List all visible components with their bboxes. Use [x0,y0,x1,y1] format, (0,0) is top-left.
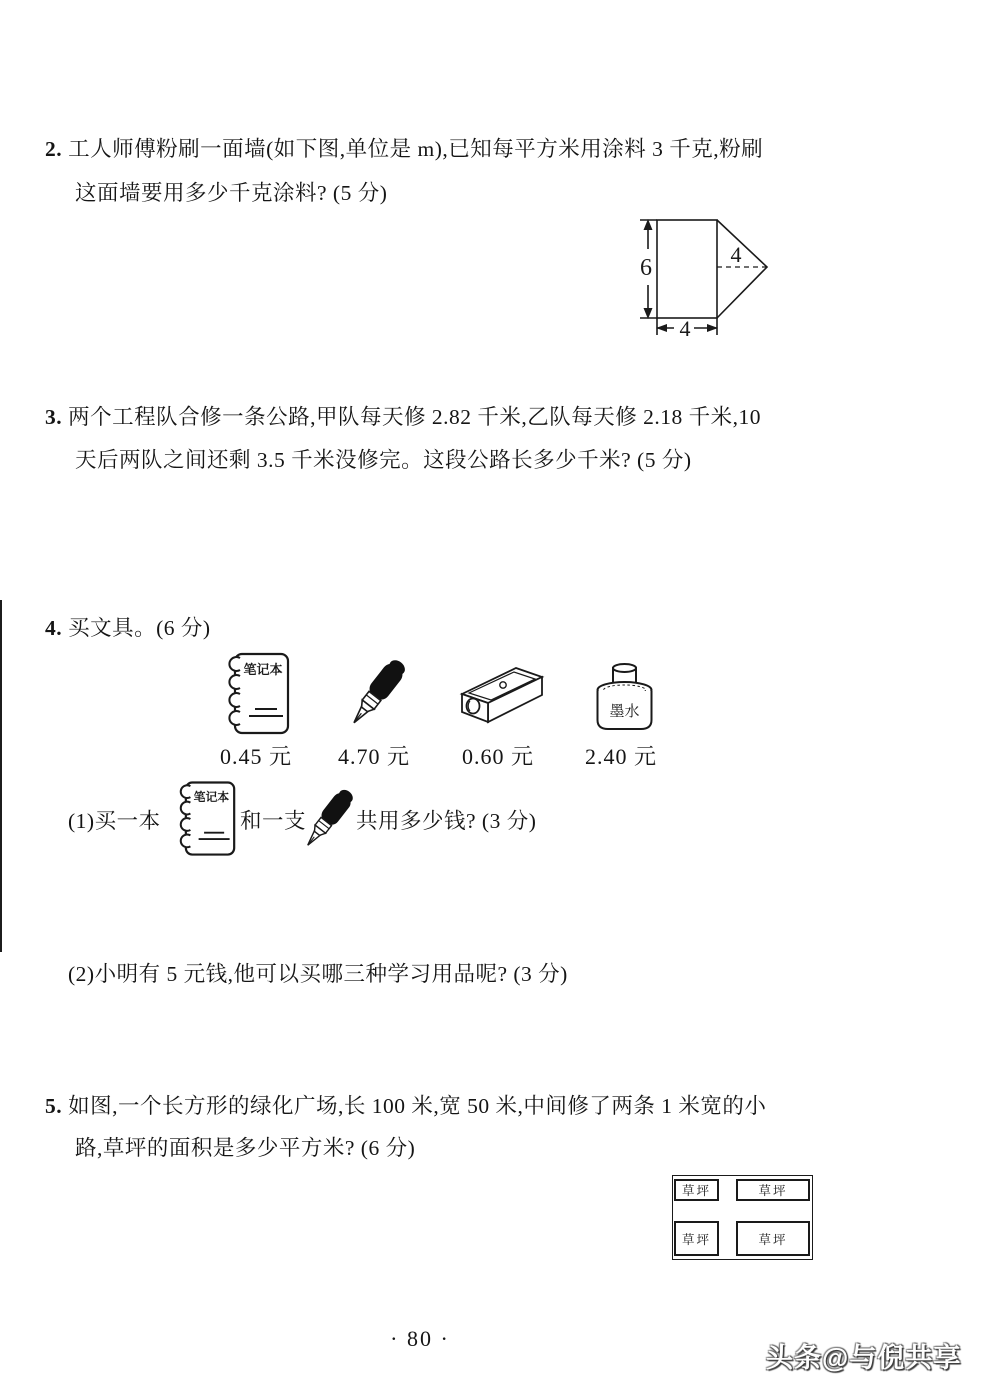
wall-diagram [612,205,792,355]
question-5-line-1 [45,1089,766,1120]
notebook-price: 0.45 元 [220,744,293,769]
triangle-depth-label: 4 [730,242,742,267]
question-2-number: 2. [45,137,63,161]
question-3-number: 3. [45,405,63,429]
watermark: 头条@与倪共享 [766,1343,962,1373]
lawn-cell-top-right: 草坪 [736,1179,810,1201]
question-2-line-1 [45,132,763,163]
question-4-line-1 [45,611,211,642]
question-5-number: 5. [45,1094,63,1118]
question-4-part2: (2)小明有 5 元钱,他可以买哪三种学习用品呢? (3 分) [68,962,568,986]
lawn-cell-bottom-left: 草坪 [674,1221,719,1256]
notebook-icon [222,652,290,736]
question-4-title: 买文具。(6 分) [68,616,211,640]
question-4-part1-suffix: 共用多少钱? (3 分) [356,809,537,833]
sharpener-icon [458,664,546,728]
question-4-part1-middle: 和一支 [240,809,307,833]
question-4-number: 4. [45,616,63,640]
question-3-text-1: 两个工程队合修一条公路,甲队每天修 2.82 千米,乙队每天修 2.18 千米,10 [68,405,762,429]
scan-artifact-line [0,600,2,952]
question-3-line-2: 天后两队之间还剩 3.5 千米没修完。这段公路长多少千米? (5 分) [75,448,692,472]
wall-rectangle [657,220,717,318]
sharpener-price: 0.60 元 [462,744,535,769]
pen-inline-icon [306,783,352,853]
question-4-part1-prefix: (1)买一本 [68,809,161,833]
wall-triangle [717,220,767,318]
question-2-line-2: 这面墙要用多少千克涂料? (5 分) [75,181,388,205]
question-5-text-1: 如图,一个长方形的绿化广场,长 100 米,宽 50 米,中间修了两条 1 米宽的小 [68,1094,767,1118]
notebook-label: 笔记本 [243,662,283,677]
lawn-cell-top-left: 草坪 [674,1179,719,1201]
lawn-diagram [672,1175,813,1260]
question-2-text-1: 工人师傅粉刷一面墙(如下图,单位是 m),已知每平方米用涂料 3 千克,粉刷 [68,137,764,161]
wall-width-label: 4 [679,316,691,341]
notebook-inline-icon [174,780,236,858]
question-5-line-2: 路,草坪的面积是多少平方米? (6 分) [75,1136,416,1160]
question-3-line-1 [45,400,761,431]
wall-height-label: 6 [640,255,652,281]
ink-icon [596,658,656,736]
page-number: · 80 · [390,1326,450,1351]
pen-price: 4.70 元 [338,744,411,769]
lawn-cell-bottom-right: 草坪 [736,1221,810,1256]
pen-icon [352,653,404,731]
ink-price: 2.40 元 [585,744,658,769]
ink-label: 墨水 [609,704,640,720]
notebook-inline-label: 笔记本 [193,789,230,804]
